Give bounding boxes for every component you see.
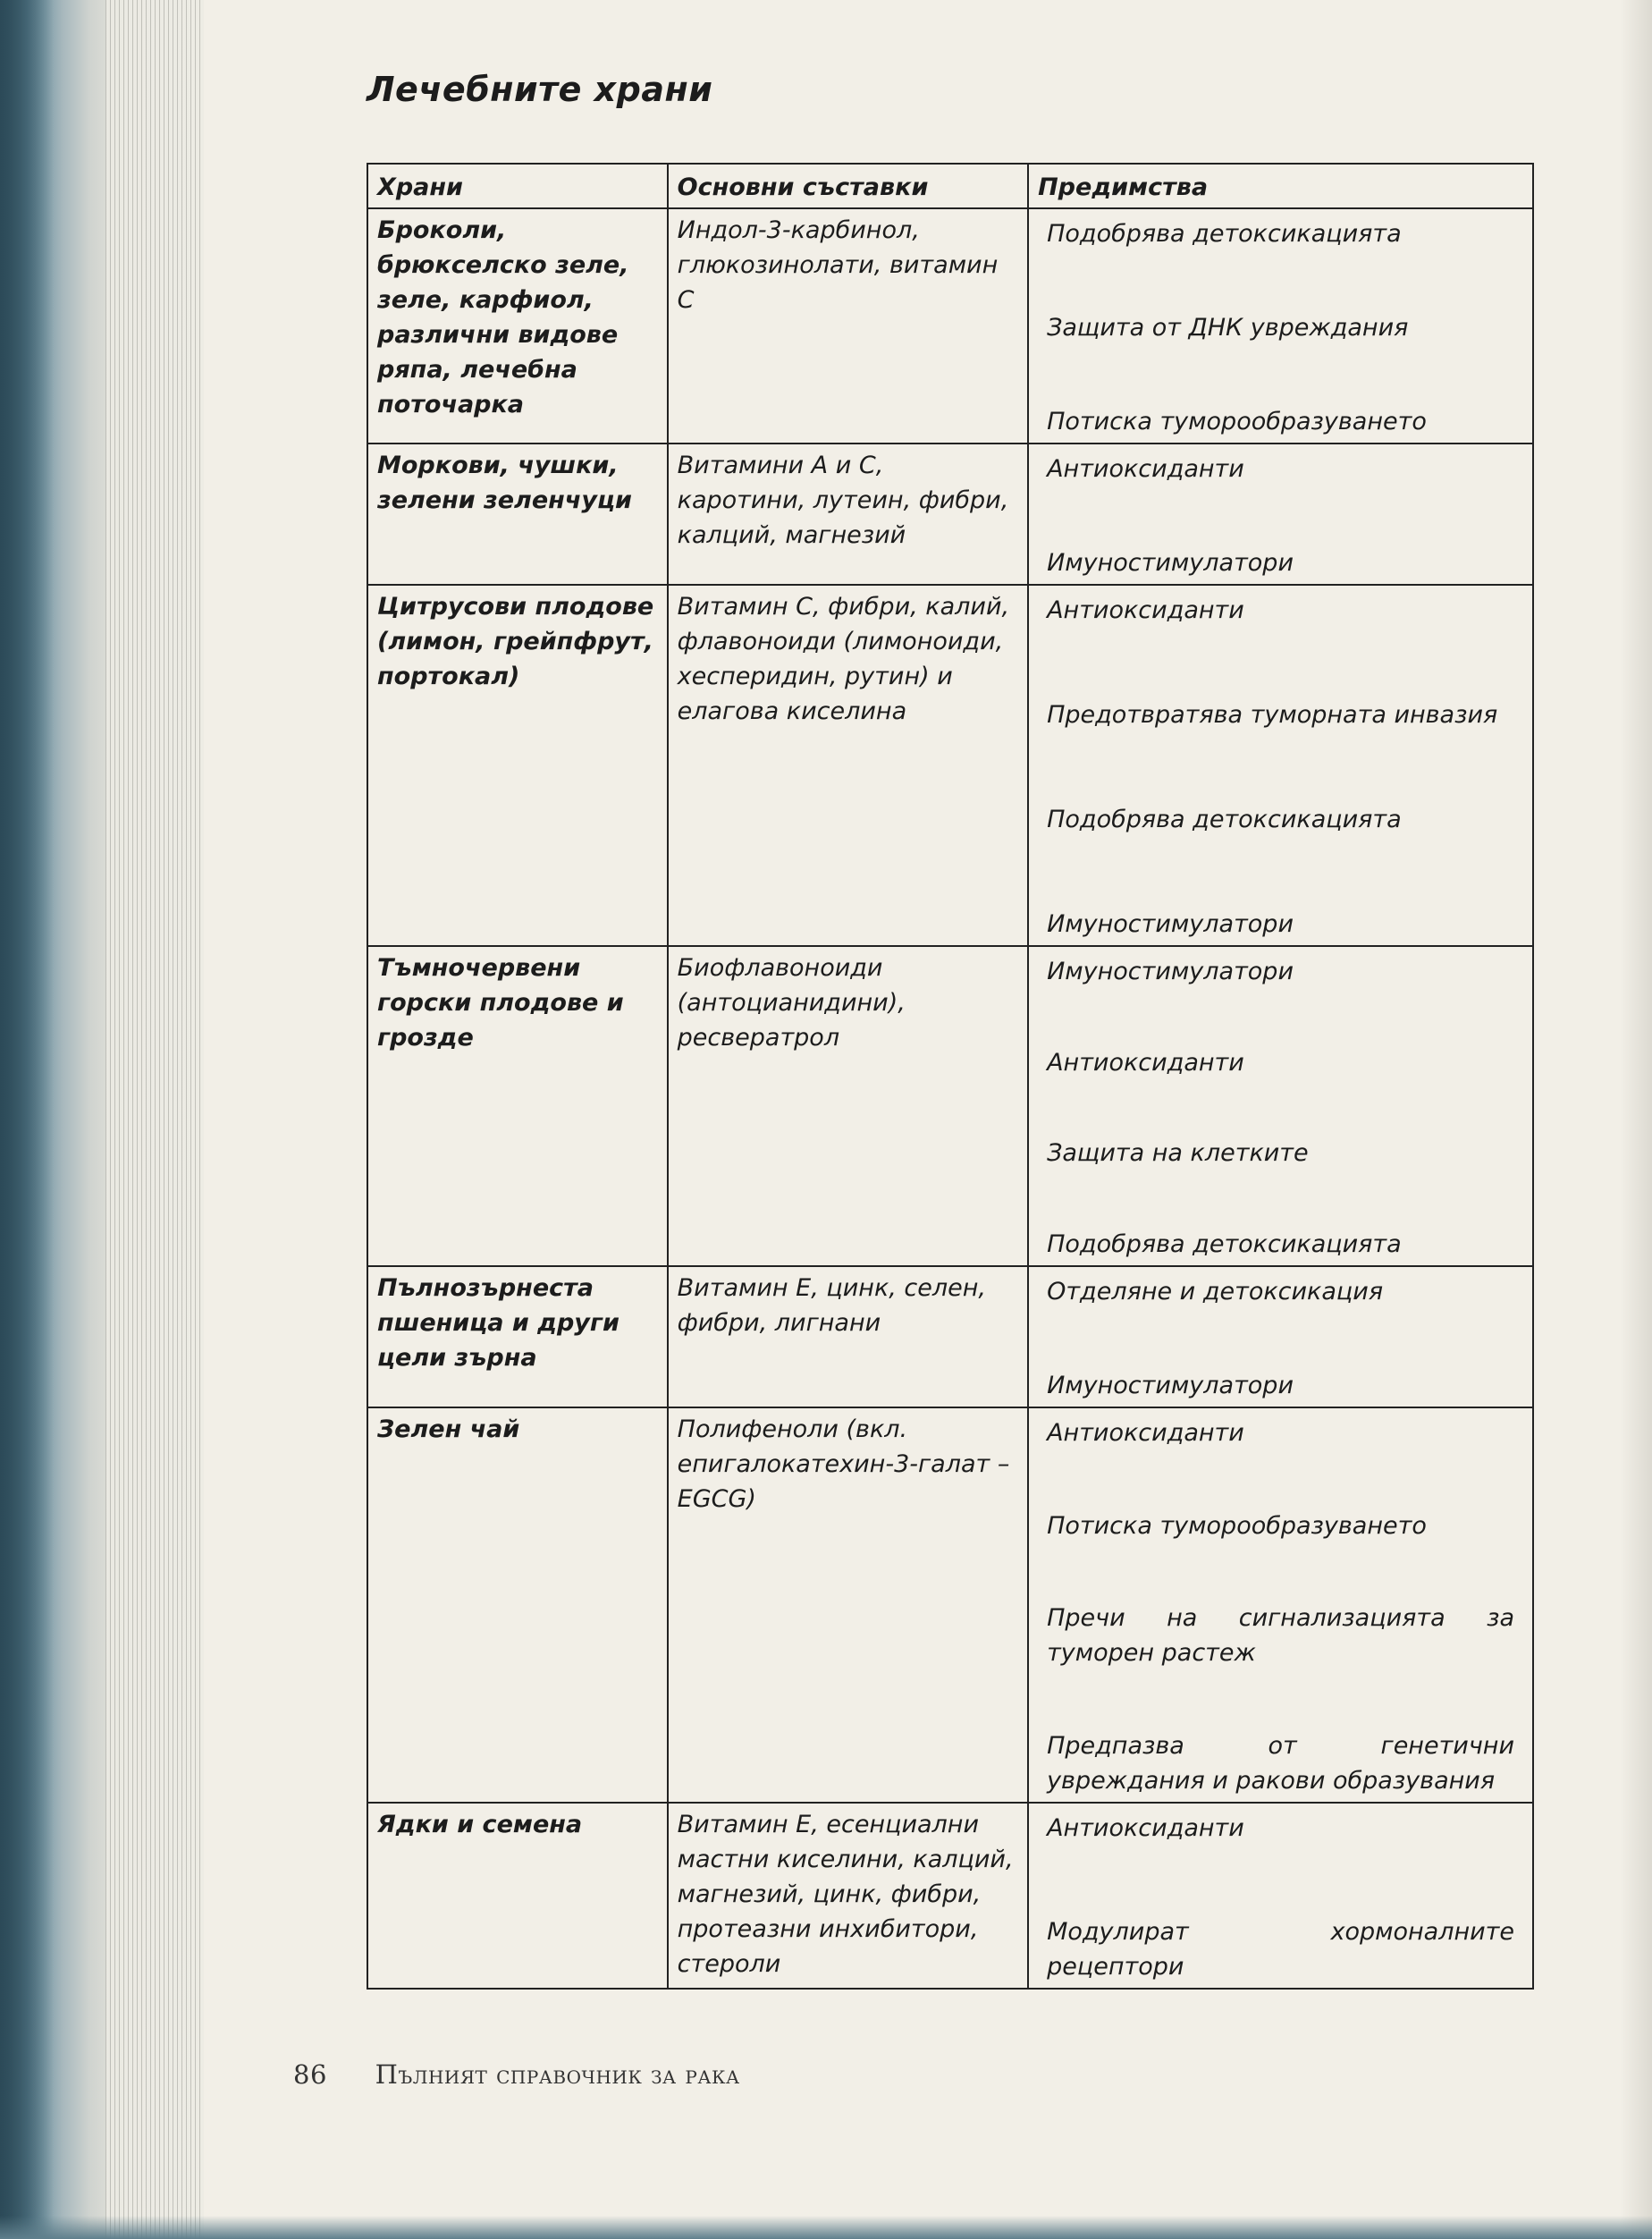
column-header-benefits: Предимства xyxy=(1028,164,1533,208)
benefit-item: Потиска туморообразуването xyxy=(1047,408,1427,435)
benefit-item: Имуностимулатори xyxy=(1047,910,1294,938)
benefit-item: Пречи на сигнализацията за туморен растеж xyxy=(1047,1604,1514,1668)
table-row xyxy=(367,1266,1533,1407)
benefit-item: Имуностимулатори xyxy=(1047,549,1294,577)
page-bottom-edge xyxy=(0,2216,1652,2239)
page-right-edge xyxy=(1620,0,1652,2239)
food-cell: Зелен чай xyxy=(367,1407,668,1803)
components-cell: Витамин Е, есенциални мастни киселини, калций, магнезий, цинк, фибри, протеазни инхибитори, стероли xyxy=(668,1803,1028,1989)
benefits-cell xyxy=(1028,1266,1533,1407)
benefit-item: Подобрява детоксикацията xyxy=(1047,1229,1402,1258)
components-cell: Витамини А и С, каротини, лутеин, фибри, калций, магнезий xyxy=(668,444,1028,585)
benefits-cell xyxy=(1028,208,1533,444)
components-cell: Витамин С, фибри, калий, флавоноиди (лимоноиди, хесперидин, рутин) и елагова киселина xyxy=(668,585,1028,946)
food-cell: Ядки и семена xyxy=(367,1803,668,1989)
benefit-item: Подобрява детоксикацията xyxy=(1047,220,1402,248)
table-row xyxy=(367,585,1533,946)
components-cell: Витамин Е, цинк, селен, фибри, лигнани xyxy=(668,1266,1028,1407)
benefit-item: Защита на клетките xyxy=(1047,1139,1309,1168)
food-cell: Броколи, брюкселско зеле, зеле, карфиол, различни видове ряпа, лечебна поточарка xyxy=(367,208,668,444)
page-footer xyxy=(293,2059,740,2090)
page-stack xyxy=(105,0,204,2239)
column-header-components: Основни съставки xyxy=(668,164,1028,208)
table-row xyxy=(367,208,1533,444)
benefit-item: Отделяне и детоксикация xyxy=(1047,1278,1384,1305)
benefit-item: Антиоксиданти xyxy=(1047,1419,1244,1447)
food-cell: Моркови, чушки, зелени зеленчуци xyxy=(367,444,668,585)
table-row xyxy=(367,1803,1533,1989)
benefits-cell xyxy=(1028,1407,1533,1803)
table-row xyxy=(367,1407,1533,1803)
spine-shadow xyxy=(0,0,54,2239)
food-cell: Тъмночервени горски плодове и грозде xyxy=(367,946,668,1266)
benefit-item: Предпазва от генетични увреждания и ракови образувания xyxy=(1047,1731,1514,1795)
benefits-cell xyxy=(1028,946,1533,1266)
food-cell: Пълнозърнеста пшеница и други цели зърна xyxy=(367,1266,668,1407)
table-header-row xyxy=(367,164,1533,208)
healing-foods-table xyxy=(367,163,1534,1990)
benefit-item: Подобрява детоксикацията xyxy=(1047,806,1402,833)
benefits-cell xyxy=(1028,1803,1533,1989)
food-cell: Цитрусови плодове (лимон, грейпфрут, портокал) xyxy=(367,585,668,946)
benefit-item: Имуностимулатори xyxy=(1047,1372,1294,1399)
components-cell: Биофлавоноиди (антоцианидини), ресвератрол xyxy=(668,946,1028,1266)
benefit-item: Защита от ДНК увреждания xyxy=(1047,314,1409,342)
benefit-item: Антиоксиданти xyxy=(1047,455,1244,483)
benefit-item: Предотвратява туморната инвазия xyxy=(1047,701,1498,729)
benefit-item: Антиоксиданти xyxy=(1047,1814,1244,1842)
table-row xyxy=(367,946,1533,1266)
benefits-cell xyxy=(1028,585,1533,946)
benefit-item: Имуностимулатори xyxy=(1047,958,1294,985)
table-row xyxy=(367,444,1533,585)
components-cell: Индол-3-карбинол, глюкозинолати, витамин С xyxy=(668,208,1028,444)
column-header-foods: Храни xyxy=(367,164,668,208)
components-cell: Полифеноли (вкл. епигалокатехин-3-галат – EGCG) xyxy=(668,1407,1028,1803)
benefit-item: Потиска туморообразуването xyxy=(1047,1511,1427,1540)
benefit-item: Антиоксиданти xyxy=(1047,596,1244,624)
running-title: Пълният справочник за рака xyxy=(375,2059,740,2090)
benefit-item: Антиоксиданти xyxy=(1047,1048,1244,1077)
benefit-item: Модулират хормоналните рецептори xyxy=(1047,1918,1514,1981)
page-number: 86 xyxy=(293,2059,327,2090)
benefits-cell xyxy=(1028,444,1533,585)
page-title: Лечебните храни xyxy=(367,70,713,109)
